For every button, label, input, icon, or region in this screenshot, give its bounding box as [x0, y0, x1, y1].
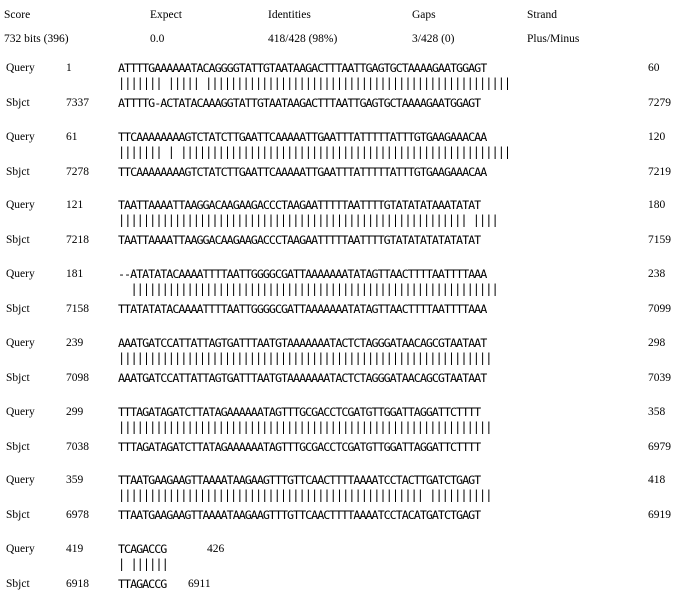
subject-end: 7219 [648, 165, 671, 178]
subject-start: 7218 [66, 234, 89, 247]
subject-start: 7278 [66, 165, 89, 178]
query-sequence: TTTAGATAGATCTTATAGAAAAAATAGTTTGCGACCTCGATGTTGGATTAGGATTCTTTT [118, 404, 481, 419]
match-line: ||||||||||||||||||||||||||||||||||||||||||||||||| |||||||||| [118, 488, 492, 503]
query-sequence: TAATTAAAATTAAGGACAAGAAGACCCTAAGAATTTTTAATTTTGTATATATAAATATAT [118, 198, 481, 213]
subject-label: Sbjct [6, 97, 30, 109]
strand-heading: Strand [527, 9, 558, 21]
subject-end: 7279 [648, 97, 671, 109]
query-start: 61 [66, 130, 78, 143]
query-sequence: TTCAAAAAAAAGTCTATCTTGAATTCAAAAATTGAATTTATTTTTATTTGTGAAGAAACAA [118, 129, 487, 144]
query-end: 60 [648, 62, 660, 74]
query-end: 238 [648, 268, 666, 281]
subject-sequence: TTCAAAAAAAAGTCTATCTTGAATTCAAAAATTGAATTTATTTTTATTTGTGAAGAAACAA [118, 164, 487, 179]
match-line: ||||||| | ||||||||||||||||||||||||||||||||||||||||||||||||||||| [118, 144, 511, 159]
query-end: 426 [207, 542, 225, 555]
identities-heading: Identities [268, 9, 311, 21]
subject-end: 6911 [188, 577, 211, 590]
subject-sequence: AAATGATCCATTATTAGTGATTTAATGTAAAAAAATACTCTAGGGATAACAGCGTAATAAT [118, 370, 487, 385]
subject-sequence: TTAATGAAGAAGTTAAAATAAGAAGTTTGTTCAACTTTTAAAATCCTACATGATCTGAGT [118, 508, 481, 523]
subject-end: 7039 [648, 371, 671, 384]
subject-sequence: TTAGACCG [118, 576, 167, 591]
query-start: 299 [66, 405, 84, 418]
subject-label: Sbjct [6, 440, 30, 453]
identities-value: 418/428 (98%) [268, 33, 338, 45]
subject-start: 7158 [66, 303, 89, 316]
match-line: | |||||| [118, 556, 168, 571]
query-sequence: --ATATATACAAAATTTTAATTGGGGCGATTAAAAAAATATAGTTAACTTTTAATTTTAAA [118, 267, 487, 282]
query-end: 298 [648, 336, 666, 349]
query-start: 359 [66, 474, 84, 487]
query-sequence: ATTTTGAAAAAATACAGGGGTATTGTAATAAGACTTTAATTGAGTGCTAAAAGAATGGAGT [118, 61, 487, 75]
query-label: Query [6, 474, 35, 487]
query-label: Query [6, 336, 35, 349]
query-label: Query [6, 542, 35, 555]
subject-label: Sbjct [6, 303, 30, 316]
score-heading: Score [4, 9, 31, 21]
match-line: ||||||||||||||||||||||||||||||||||||||||||||||||||||||||||| [118, 282, 498, 297]
subject-end: 6919 [648, 509, 671, 522]
query-sequence: TCAGACCG [118, 541, 167, 556]
query-start: 121 [66, 199, 84, 212]
query-label: Query [6, 405, 35, 418]
subject-start: 7098 [66, 371, 89, 384]
query-sequence: AAATGATCCATTATTAGTGATTTAATGTAAAAAAATACTCTAGGGATAACAGCGTAATAAT [118, 335, 487, 350]
expect-value: 0.0 [150, 33, 165, 45]
match-line: |||||||||||||||||||||||||||||||||||||||||||||||||||||||||||| [118, 350, 492, 365]
query-start: 181 [66, 268, 84, 281]
query-start: 239 [66, 336, 84, 349]
query-start: 419 [66, 542, 84, 555]
expect-heading: Expect [150, 9, 182, 21]
subject-start: 7337 [66, 97, 89, 109]
subject-label: Sbjct [6, 371, 30, 384]
subject-label: Sbjct [6, 165, 30, 178]
subject-label: Sbjct [6, 509, 30, 522]
subject-start: 6978 [66, 509, 89, 522]
subject-end: 7159 [648, 234, 671, 247]
query-end: 120 [648, 130, 666, 143]
gaps-heading: Gaps [412, 9, 436, 21]
subject-sequence: TAATTAAAATTAAGGACAAGAAGACCCTAAGAATTTTTAATTTTGTATATATATATATAT [118, 233, 481, 248]
gaps-value: 3/428 (0) [412, 33, 455, 45]
subject-sequence: ATTTTG-ACTATACAAAGGTATTGTAATAAGACTTTAATTGAGTGCTAAAAGAATGGAGT [118, 96, 481, 110]
match-line: ||||||| ||||| ||||||||||||||||||||||||||||||||||||||||||||||||| [118, 76, 511, 90]
query-end: 180 [648, 199, 666, 212]
query-start: 1 [66, 62, 72, 74]
query-label: Query [6, 199, 35, 212]
subject-sequence: TTATATATACAAAATTTTAATTGGGGCGATTAAAAAAATATAGTTAACTTTTAATTTTAAA [118, 302, 487, 317]
query-end: 418 [648, 474, 666, 487]
subject-start: 7038 [66, 440, 89, 453]
subject-end: 6979 [648, 440, 671, 453]
query-label: Query [6, 62, 35, 74]
match-line: |||||||||||||||||||||||||||||||||||||||||||||||||||||||||||| [118, 419, 492, 434]
query-label: Query [6, 268, 35, 281]
subject-sequence: TTTAGATAGATCTTATAGAAAAAATAGTTTGCGACCTCGATGTTGGATTAGGATTCTTTT [118, 439, 481, 454]
match-line: |||||||||||||||||||||||||||||||||||||||||||||||||||||||| |||| [118, 213, 498, 228]
strand-value: Plus/Minus [527, 33, 580, 45]
query-end: 358 [648, 405, 666, 418]
query-label: Query [6, 130, 35, 143]
subject-end: 7099 [648, 303, 671, 316]
subject-label: Sbjct [6, 234, 30, 247]
query-sequence: TTAATGAAGAAGTTAAAATAAGAAGTTTGTTCAACTTTTAAAATCCTACTTGATCTGAGT [118, 473, 481, 488]
subject-start: 6918 [66, 577, 89, 590]
score-value: 732 bits (396) [4, 33, 69, 45]
subject-label: Sbjct [6, 577, 30, 590]
